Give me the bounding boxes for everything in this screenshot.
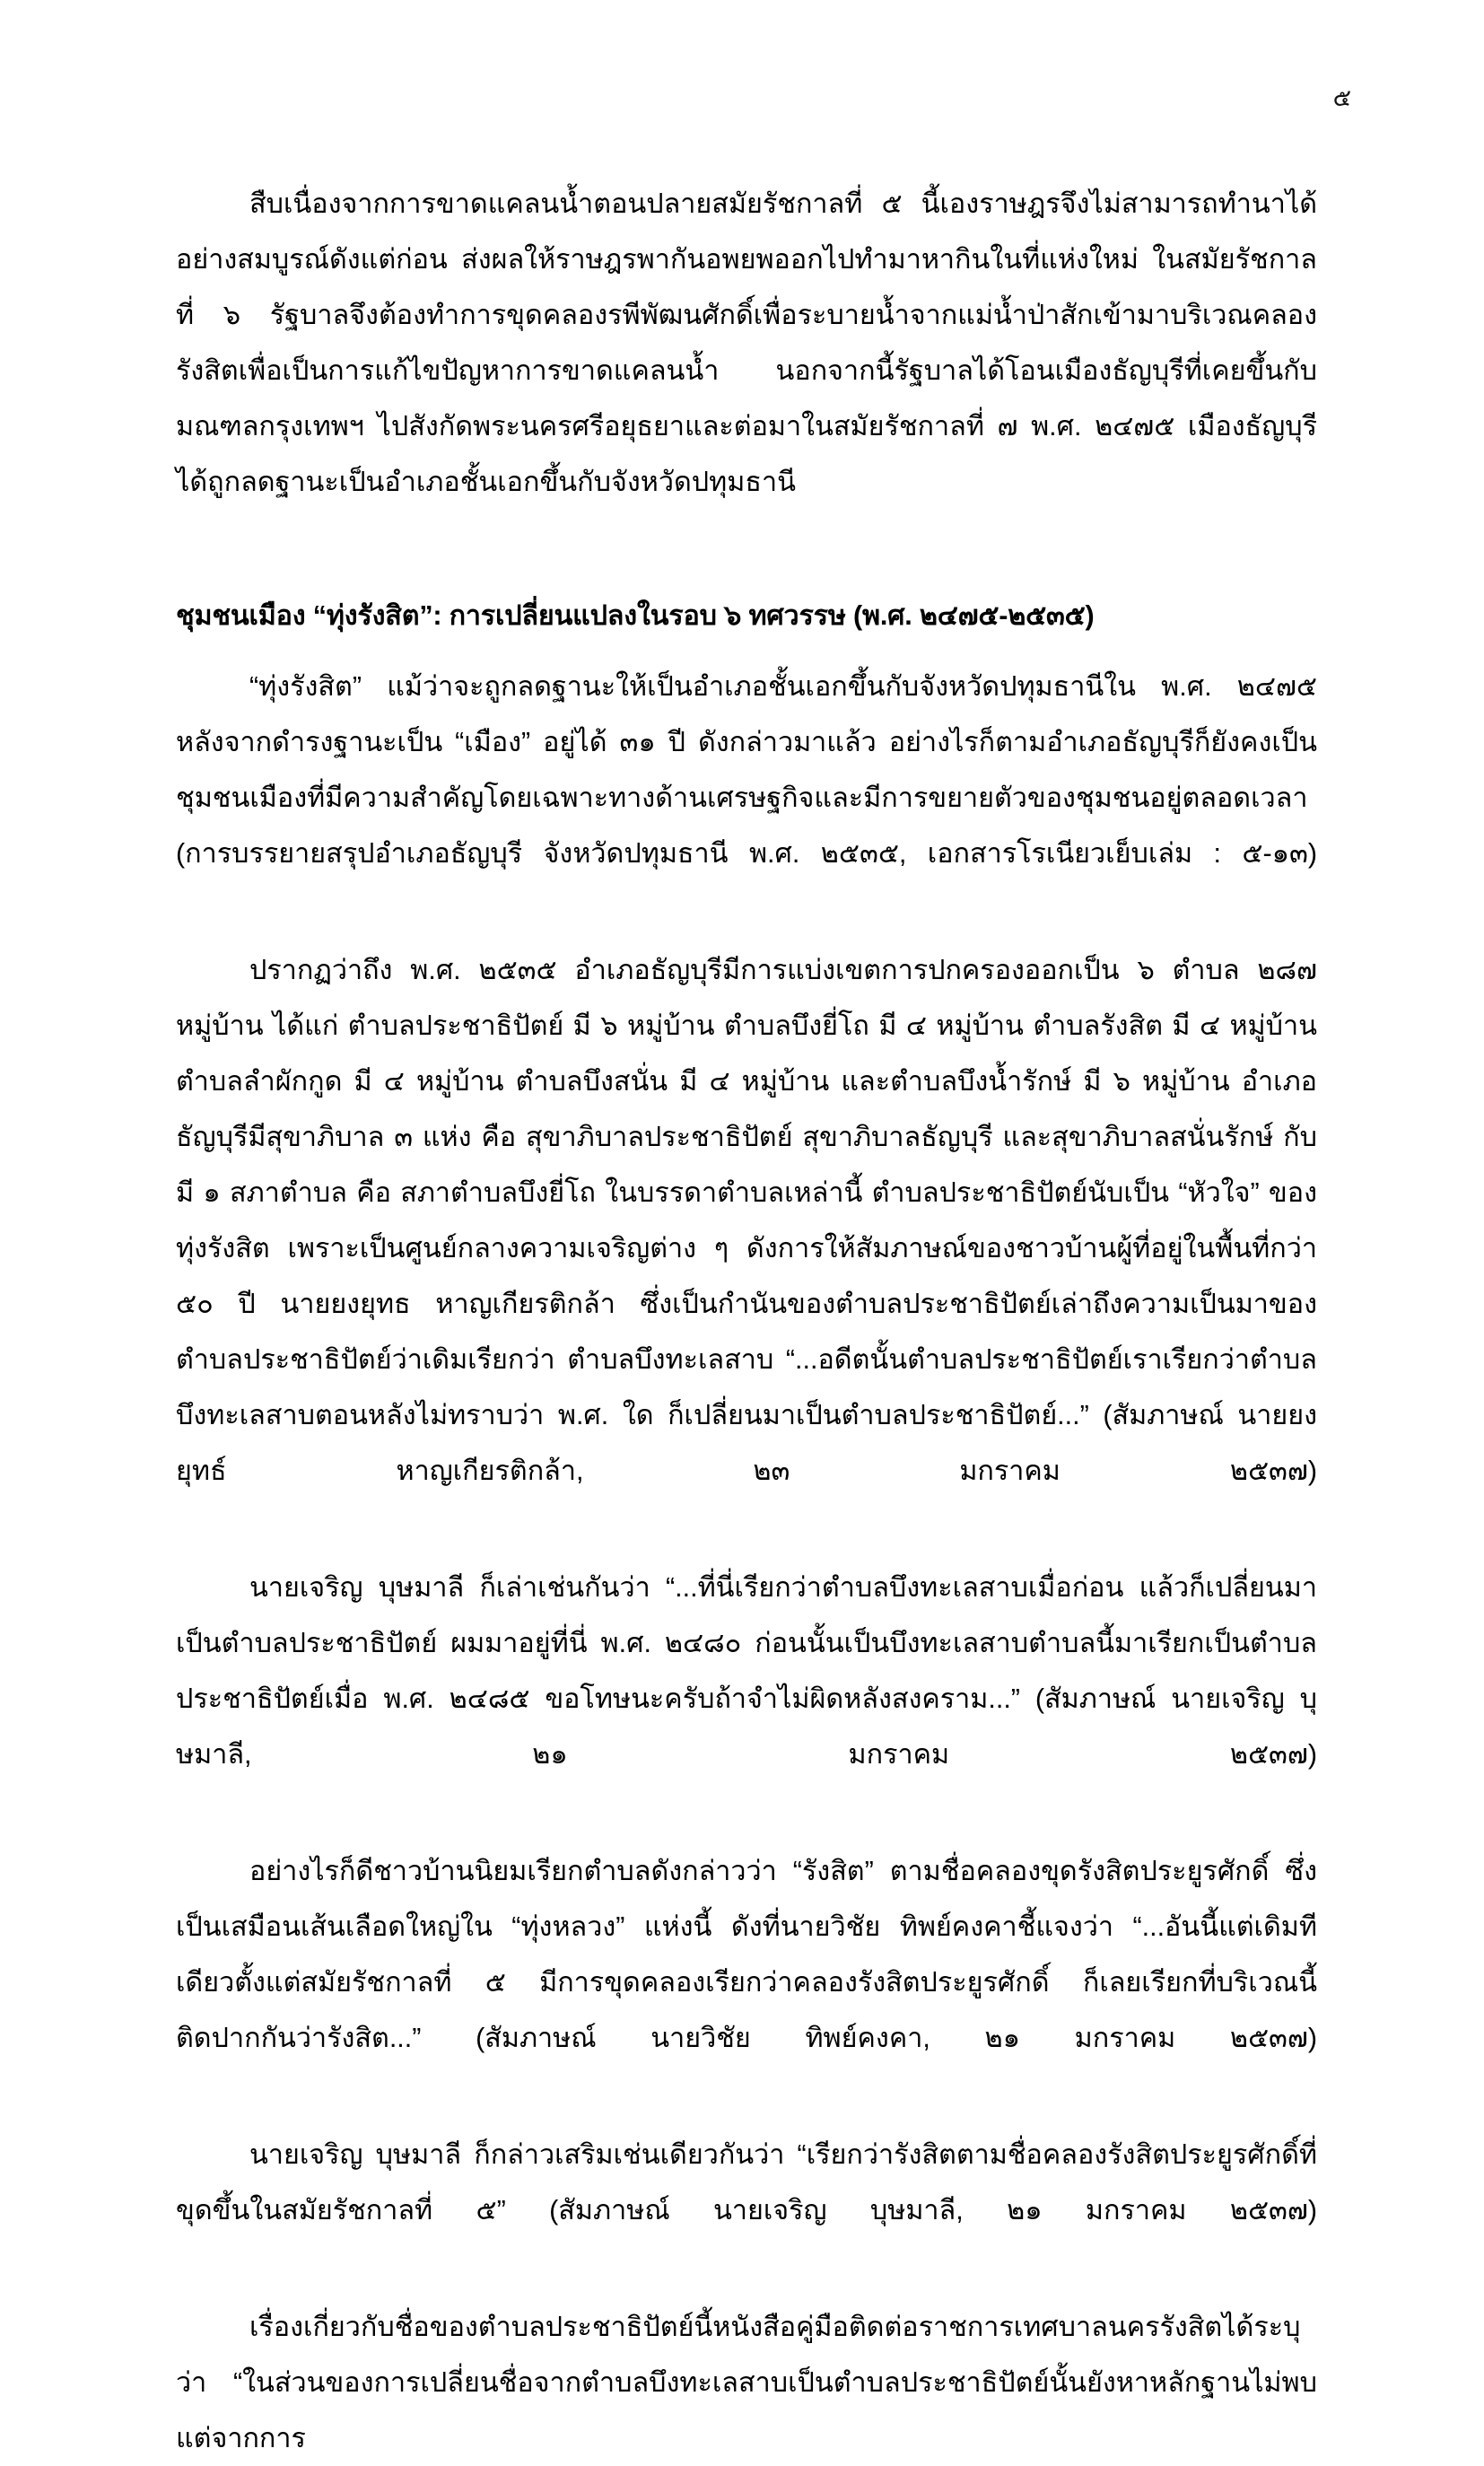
paragraph-4: นายเจริญ บุษมาลี ก็เล่าเช่นกันว่า “...ที่นี่เรียกว่าตำบลบึงทะเลสาบเมื่อก่อน แล้วก็เปลี่ยนมาเป็นตำบลประชาธิปัตย์ ผมมาอยู่ที่นี่ พ.ศ. ๒๔๘๐ ก่อนนั้นเป็นบึงทะเลสาบตำบลนี้มาเรียกเป็นตำบลประชาธิปัตย์เมื่อ พ.ศ. ๒๔๘๕ ขอโทษนะครับถ้าจำไม่ผิดหลังสงคราม...” (สัมภาษณ์ นายเจริญ บุษมาลี, ๒๑ มกราคม ๒๕๓๗)	[176, 1572, 1317, 1770]
paragraph-3: ปรากฏว่าถึง พ.ศ. ๒๕๓๕ อำเภอธัญบุรีมีการแบ่งเขตการปกครองออกเป็น ๖ ตำบล ๒๘๗ หมู่บ้าน ได้แก่ ตำบลประชาธิปัตย์ มี ๖ หมู่บ้าน ตำบลบึงยี่โถ มี ๔ หมู่บ้าน ตำบลรังสิต มี ๔ หมู่บ้าน ตำบลลำผักกูด มี ๔ หมู่บ้าน ตำบลบึงสนั่น มี ๔ หมู่บ้าน และตำบลบึงน้ำรักษ์ มี ๖ หมู่บ้าน อำเภอธัญบุรีมีสุขาภิบาล ๓ แห่ง คือ สุขาภิบาลประชาธิปัตย์ สุขาภิบาลธัญบุรี และสุขาภิบาลสนั่นรักษ์ กับมี ๑ สภาตำบล คือ สภาตำบลบึงยี่โถ ในบรรดาตำบลเหล่านี้ ตำบลประชาธิปัตย์นับเป็น “หัวใจ” ของทุ่งรังสิต เพราะเป็นศูนย์กลางความเจริญต่าง ๆ ดังการให้สัมภาษณ์ของชาวบ้านผู้ที่อยู่ในพื้นที่กว่า ๕๐ ปี นายยงยุทธ หาญเกียรติกล้า ซึ่งเป็นกำนันของตำบลประชาธิปัตย์เล่าถึงความเป็นมาของตำบลประชาธิปัตย์ว่าเดิมเรียกว่า ตำบลบึงทะเลสาบ “...อดีตนั้นตำบลประชาธิปัตย์เราเรียกว่าตำบลบึงทะเลสาบตอนหลังไม่ทราบว่า พ.ศ. ใด ก็เปลี่ยนมาเป็นตำบลประชาธิปัตย์...” (สัมภาษณ์ นายยงยุทธ์ หาญเกียรติกล้า, ๒๓ มกราคม ๒๕๓๗)	[176, 955, 1318, 1486]
page-number: ๕	[1332, 84, 1351, 111]
paragraph-2: “ทุ่งรังสิต” แม้ว่าจะถูกลดฐานะให้เป็นอำเภอชั้นเอกขึ้นกับจังหวัดปทุมธานีใน พ.ศ. ๒๔๗๕ หลังจากดำรงฐานะเป็น “เมือง” อยู่ได้ ๓๑ ปี ดังกล่าวมาแล้ว อย่างไรก็ตามอำเภอธัญบุรีก็ยังคงเป็นชุมชนเมืองที่มีความสำคัญโดยเฉพาะทางด้านเศรษฐกิจและมีการขยายตัวของชุมชนอยู่ตลอดเวลา (การบรรยายสรุปอำเภอธัญบุรี จังหวัดปทุมธานี พ.ศ. ๒๕๓๕, เอกสารโรเนียวเย็บเล่ม : ๕-๑๓)	[176, 671, 1317, 869]
paragraph-1: สืบเนื่องจากการขาดแคลนน้ำตอนปลายสมัยรัชกาลที่ ๕ นี้เองราษฎรจึงไม่สามารถทำนาได้อย่างสมบูรณ์ดังแต่ก่อน ส่งผลให้ราษฎรพากันอพยพออกไปทำมาหากินในที่แห่งใหม่ ในสมัยรัชกาลที่ ๖ รัฐบาลจึงต้องทำการขุดคลองรพีพัฒนศักดิ์เพื่อระบายน้ำจากแม่น้ำป่าสักเข้ามาบริเวณคลองรังสิตเพื่อเป็นการแก้ไขปัญหาการขาดแคลนน้ำ นอกจากนี้รัฐบาลได้โอนเมืองธัญบุรีที่เคยขึ้นกับมณฑลกรุงเทพฯ ไปสังกัดพระนครศรีอยุธยาและต่อมาในสมัยรัชกาลที่ ๗ พ.ศ. ๒๔๗๕ เมืองธัญบุรีได้ถูกลดฐานะเป็นอำเภอชั้นเอกขึ้นกับจังหวัดปทุมธานี	[176, 188, 1317, 497]
paragraph-6: นายเจริญ บุษมาลี ก็กล่าวเสริมเช่นเดียวกันว่า “เรียกว่ารังสิตตามชื่อคลองรังสิตประยูรศักดิ์ที่ขุดขึ้นในสมัยรัชกาลที่ ๕” (สัมภาษณ์ นายเจริญ บุษมาลี, ๒๑ มกราคม ๒๕๓๗)	[176, 2139, 1317, 2226]
section-heading: ชุมชนเมือง “ทุ่งรังสิต”: การเปลี่ยนแปลงในรอบ ๖ ทศวรรษ (พ.ศ. ๒๔๗๕-๒๕๓๕)	[176, 600, 1095, 631]
paragraph-7: เรื่องเกี่ยวกับชื่อของตำบลประชาธิปัตย์นี้หนังสือคู่มือติดต่อราชการเทศบาลนครรังสิตได้ระบุว่า “ในส่วนของการเปลี่ยนชื่อจากตำบลบึงทะเลสาบเป็นตำบลประชาธิปัตย์นั้นยังหาหลักฐานไม่พบ แต่จากการ	[176, 2312, 1317, 2453]
page-body	[176, 176, 1317, 2466]
paragraph-5: อย่างไรก็ดีชาวบ้านนิยมเรียกตำบลดังกล่าวว่า “รังสิต” ตามชื่อคลองขุดรังสิตประยูรศักดิ์ ซึ่งเป็นเสมือนเส้นเลือดใหญ่ใน “ทุ่งหลวง” แห่งนี้ ดังที่นายวิชัย ทิพย์คงคาชี้แจงว่า “...อันนี้แต่เดิมทีเดียวตั้งแต่สมัยรัชกาลที่ ๕ มีการขุดคลองเรียกว่าคลองรังสิตประยูรศักดิ์ ก็เลยเรียกที่บริเวณนี้ติดปากกันว่ารังสิต...” (สัมภาษณ์ นายวิชัย ทิพย์คงคา, ๒๑ มกราคม ๒๕๓๗)	[176, 1856, 1317, 2053]
